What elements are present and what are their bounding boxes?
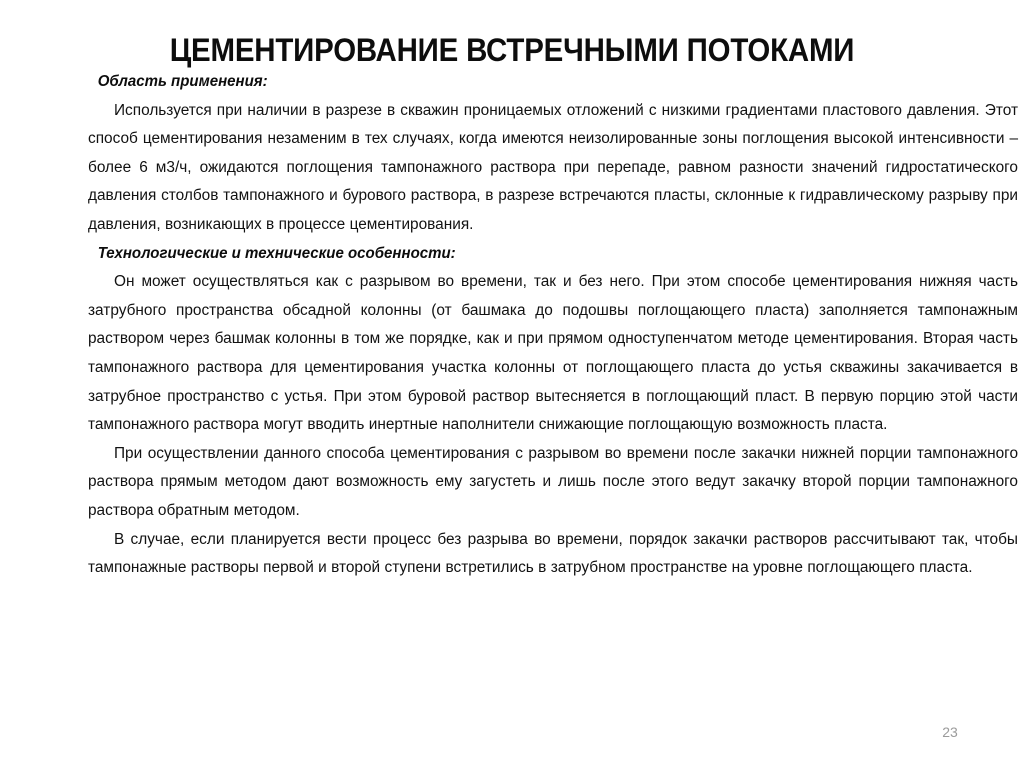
section-heading-technology: Технологические и технические особенности: — [97, 244, 456, 262]
page-number: 23 — [942, 724, 958, 740]
slide-body — [88, 68, 1018, 583]
section-heading-application: Область применения: — [97, 73, 268, 90]
paragraph-application-1: Используется при наличии в разрезе в скважин проницаемых отложений с низкими градиентами пластового давления. Этот способ цементирования незаменим в тех случаях, когда имеются неизолированные зоны поглощения высокой интенсивности – более 6 м3/ч, ожидаются поглощения тампонажного раствора при перепаде, равном разности значений гидростатического давления столбов тампонажного и бурового раствора, в разрезе встречаются пласты, склонные к гидравлическому разрыву при давления, возникающих в процессе цементирования. — [88, 101, 1018, 233]
paragraph-technology-3: В случае, если планируется вести процесс без разрыва во времени, порядок закачки растворов рассчитывают так, чтобы тампонажные растворы первой и второй ступени встретились в затрубном пространстве на уровне поглощающего пласта. — [88, 530, 1018, 577]
paragraph-technology-2: При осуществлении данного способа цементирования с разрывом во времени после закачки нижней порции тампонажного раствора прямым методом дают возможность ему загустеть и лишь после этого ведут закачку второй порции тампонажного раствора обратным методом. — [88, 444, 1018, 519]
page-title: ЦЕМЕНТИРОВАНИЕ ВСТРЕЧНЫМИ ПОТОКАМИ — [169, 32, 855, 69]
paragraph-technology-1: Он может осуществляться как с разрывом во времени, так и без него. При этом способе цементирования нижняя часть затрубного пространства обсадной колонны (от башмака до подошвы поглощающего пласта) заполняется тампонажным раствором через башмак колонны в том же порядке, как и при прямом одноступенчатом методе цементирования. Вторая часть тампонажного раствора для цементирования участка колонны от поглощающего пласта до устья скважины закачивается в затрубное пространство с устья. При этом буровой раствор вытесняется в поглощающий пласт. В первую порцию этой части тампонажного раствора могут вводить инертные наполнители снижающие поглощающую возможность пласта. — [88, 273, 1018, 434]
